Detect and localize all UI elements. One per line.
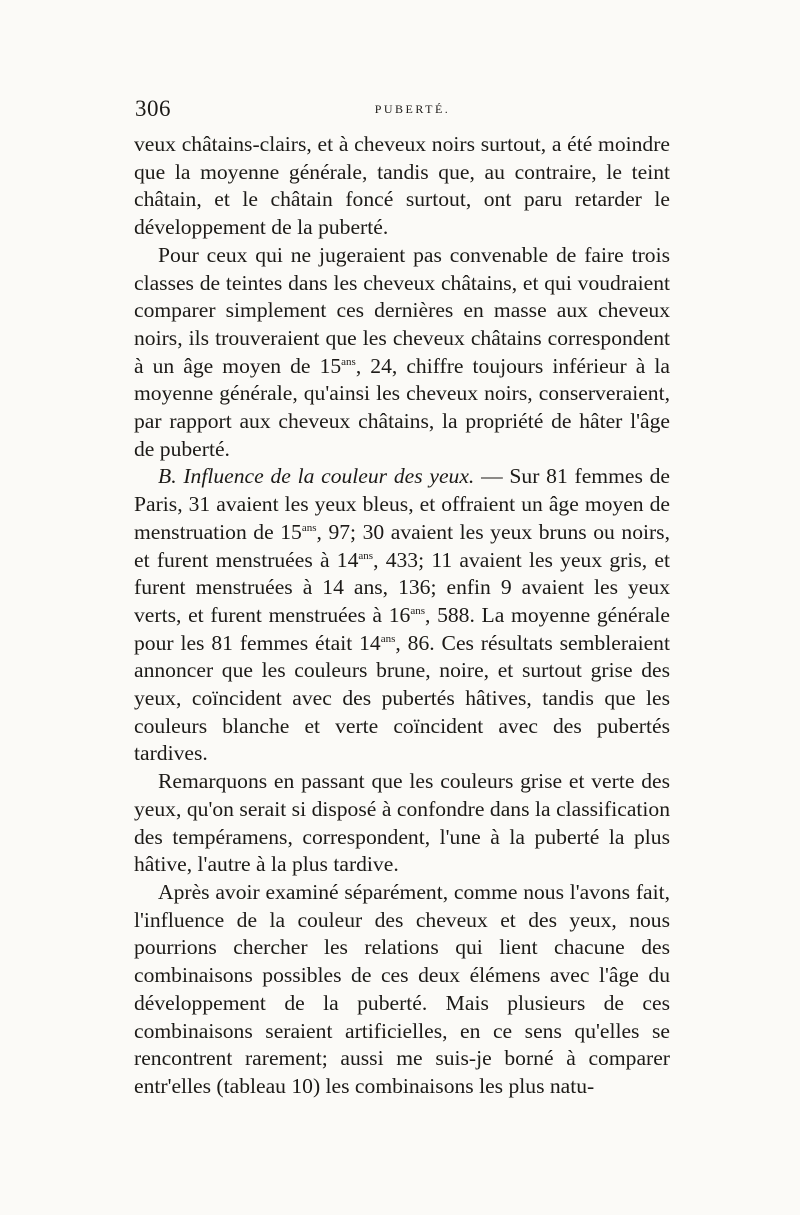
unit-superscript: ans bbox=[358, 549, 374, 562]
paragraph-3-text-e: , 86. Ces résultats sembleraient annoncer que les couleurs brune, noire, et surtout grise des yeux, coïncident avec des pubertés hâtives, tandis que les couleurs blanche et verte coïncident avec des pubertés tardives. bbox=[134, 630, 670, 766]
paragraph-2-text-b: , 24, chiffre toujours inférieur à la moyenne générale, qu'ainsi les cheveux noirs, conserveraient, par rapport aux cheveux châtains, la propriété de hâter l'âge de puberté. bbox=[134, 353, 670, 461]
paragraph-3-text-d: , 588. La moyenne générale pour les 81 femmes était 14 bbox=[134, 602, 670, 655]
page-number: 306 bbox=[135, 96, 171, 121]
page-header bbox=[135, 96, 670, 126]
paragraph-2-text-a: Pour ceux qui ne jugeraient pas convenable de faire trois classes de teintes dans les cheveux châtains, et qui voudraient comparer simplement ces dernières en masse aux cheveux noirs, ils trouveraient que les cheveux châtains correspondent à un âge moyen de 15 bbox=[134, 242, 670, 378]
paragraph-3-text-a: — Sur 81 femmes de Paris, 31 avaient les yeux bleus, et offraient un âge moyen de menstruation de 15 bbox=[134, 464, 671, 544]
section-title: Influence de la couleur des yeux. bbox=[183, 464, 475, 489]
paragraph-5: Après avoir examiné séparément, comme nous l'avons fait, l'influence de la couleur des cheveux et des yeux, nous pourrions chercher les relations qui lient chacune des combinaisons possibles de ces deux élémens avec l'âge du développement de la puberté. Mais plusieurs de ces combinaisons seraient artificielles, en ce sens qu'elles se rencontrent rarement; aussi me suis-je borné à comparer entr'elles (tableau 10) les combinaisons les plus natu- bbox=[134, 879, 670, 1098]
unit-superscript: ans bbox=[380, 632, 396, 645]
paragraph-2 bbox=[134, 242, 670, 464]
unit-superscript: ans bbox=[341, 355, 356, 368]
running-title: PUBERTÉ. bbox=[374, 102, 451, 116]
paragraph-4: Remarquons en passant que les couleurs grise et verte des yeux, qu'on serait si disposé à confondre dans la classification des tempéramens, correspondent, l'une à la puberté la plus hâtive, l'autre à la plus tardive. bbox=[134, 769, 670, 877]
paragraph-3-text-c: , 433; 11 avaient les yeux gris, et furent menstruées à 14 ans, 136; enfin 9 avaient les yeux verts, et furent menstruées à 16 bbox=[134, 547, 670, 627]
body-text bbox=[134, 131, 670, 1101]
paragraph-1: veux châtains-clairs, et à cheveux noirs surtout, a été moindre que la moyenne générale, tandis que, au contraire, le teint châtain, et le châtain foncé surtout, ont paru retarder le développement de la puberté. bbox=[134, 132, 670, 240]
paragraph-3 bbox=[134, 463, 670, 768]
unit-superscript: ans bbox=[410, 604, 425, 617]
unit-superscript: ans bbox=[301, 521, 317, 534]
section-label: B. bbox=[158, 464, 177, 489]
paragraph-3-text-b: , 97; 30 avaient les yeux bruns ou noirs, et furent menstruées à 14 bbox=[134, 519, 670, 572]
